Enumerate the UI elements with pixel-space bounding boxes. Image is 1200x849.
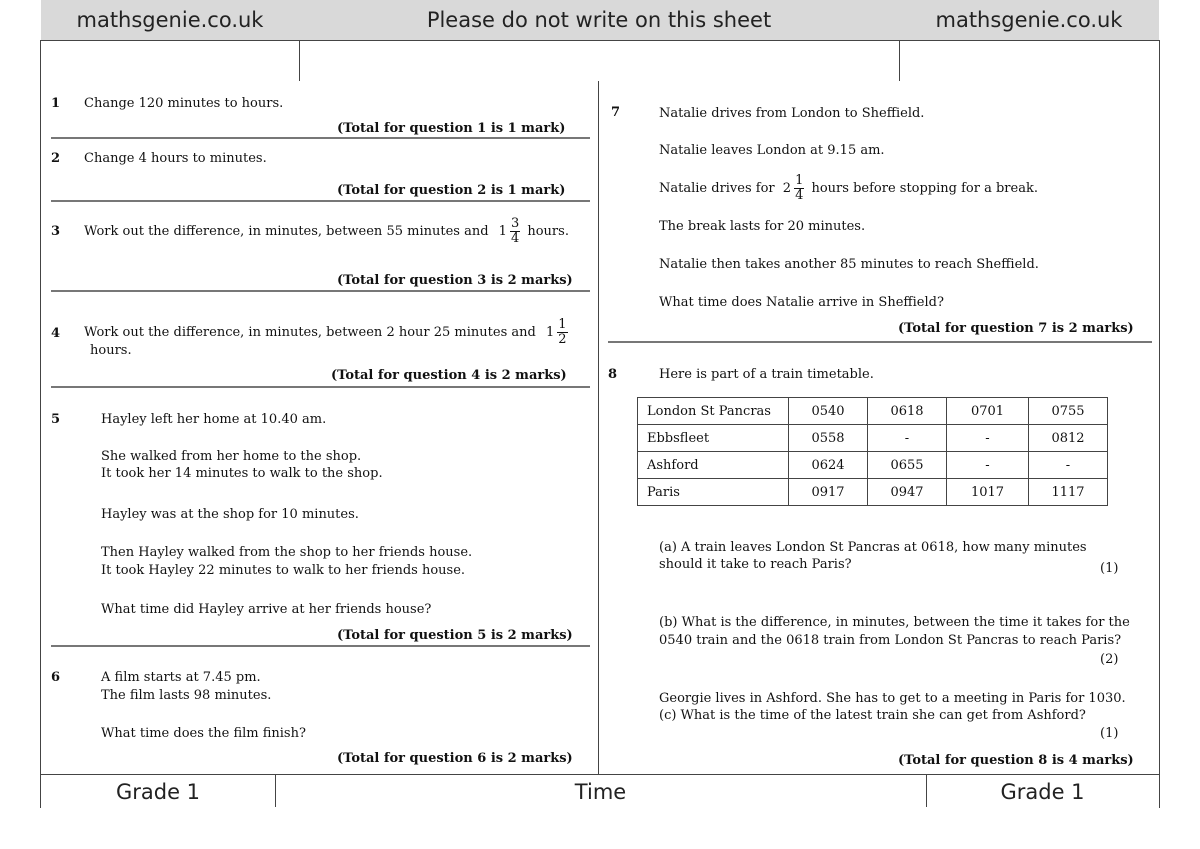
time-cell: 0624 xyxy=(789,452,868,479)
question-5-line: Then Hayley walked from the shop to her friends house. xyxy=(101,545,473,560)
question-4-rule xyxy=(51,386,590,388)
question-7-line: The break lasts for 20 minutes. xyxy=(659,219,866,234)
question-7-rule xyxy=(608,341,1152,343)
time-cell: - xyxy=(868,425,947,452)
question-5-line: It took Hayley 22 minutes to walk to her friends house. xyxy=(101,563,466,578)
question-5-line: She walked from her home to the shop. xyxy=(101,449,362,464)
header-divider xyxy=(899,41,900,81)
question-4-prompt: Work out the difference, in minutes, between 2 hour 25 minutes and xyxy=(84,325,536,340)
question-4-fraction xyxy=(557,318,567,347)
question-5-line: It took her 14 minutes to walk to the shop. xyxy=(101,466,383,481)
question-3-fraction xyxy=(510,217,520,246)
time-cell: 0701 xyxy=(947,398,1029,425)
question-3-rule xyxy=(51,290,590,292)
question-8c-marks: (1) xyxy=(1100,726,1119,741)
question-2-rule xyxy=(51,200,590,202)
question-2-text: Change 4 hours to minutes. xyxy=(84,151,267,166)
question-4-number: 4 xyxy=(51,326,61,341)
question-3-number: 3 xyxy=(51,224,61,239)
footer-divider xyxy=(926,775,927,807)
question-7-line xyxy=(659,172,1038,206)
question-7-mixed-number: 2 xyxy=(782,181,792,196)
question-8-total: (Total for question 8 is 4 marks) xyxy=(898,753,1134,768)
question-5-total: (Total for question 5 is 2 marks) xyxy=(337,628,573,643)
question-8-number: 8 xyxy=(608,367,618,382)
question-3-unit: hours. xyxy=(527,224,569,239)
time-cell: 1117 xyxy=(1029,479,1108,506)
table-row xyxy=(638,479,1108,506)
question-1-number: 1 xyxy=(51,96,61,111)
header-left-site: mathsgenie.co.uk xyxy=(41,0,299,41)
time-cell: - xyxy=(1029,452,1108,479)
station-cell: Ebbsfleet xyxy=(638,425,789,452)
time-cell: 1017 xyxy=(947,479,1029,506)
question-5-line: Hayley left her home at 10.40 am. xyxy=(101,412,327,427)
station-cell: Paris xyxy=(638,479,789,506)
question-6-line: A film starts at 7.45 pm. xyxy=(101,670,261,685)
fraction-denominator: 2 xyxy=(558,332,567,347)
time-cell: 0917 xyxy=(789,479,868,506)
question-8b-line: (b) What is the difference, in minutes, between the time it takes for the xyxy=(659,615,1130,630)
question-5-number: 5 xyxy=(51,412,61,427)
question-8-intro: Here is part of a train timetable. xyxy=(659,367,874,382)
question-8b-line: 0540 train and the 0618 train from London St Pancras to reach Paris? xyxy=(659,633,1122,648)
header-instruction: Please do not write on this sheet xyxy=(299,0,899,41)
question-1-total: (Total for question 1 is 1 mark) xyxy=(337,121,566,136)
question-6-line: What time does the film finish? xyxy=(101,726,306,741)
footer-grade-right: Grade 1 xyxy=(926,775,1159,808)
question-7-line: What time does Natalie arrive in Sheffield? xyxy=(659,295,944,310)
question-7-line: Natalie then takes another 85 minutes to reach Sheffield. xyxy=(659,257,1039,272)
fraction-denominator: 4 xyxy=(795,188,804,203)
question-6-number: 6 xyxy=(51,670,61,685)
question-8b-marks: (2) xyxy=(1100,652,1119,667)
time-cell: 0812 xyxy=(1029,425,1108,452)
question-4-total: (Total for question 4 is 2 marks) xyxy=(331,368,567,383)
question-3-prompt: Work out the difference, in minutes, between 55 minutes and xyxy=(84,224,489,239)
question-4-mixed-number: 1 xyxy=(545,325,555,340)
column-divider xyxy=(598,81,599,774)
question-7-drive-text: Natalie drives for xyxy=(659,181,775,196)
question-1-text: Change 120 minutes to hours. xyxy=(84,96,284,111)
table-row xyxy=(638,452,1108,479)
question-7-total: (Total for question 7 is 2 marks) xyxy=(898,321,1134,336)
question-1-rule xyxy=(51,137,590,139)
question-8c-line: Georgie lives in Ashford. She has to get to a meeting in Paris for 1030. xyxy=(659,691,1126,706)
question-4-unit: hours. xyxy=(90,343,132,358)
table-row xyxy=(638,425,1108,452)
question-2-number: 2 xyxy=(51,151,61,166)
question-3-total: (Total for question 3 is 2 marks) xyxy=(337,273,573,288)
question-5-line: What time did Hayley arrive at her friends house? xyxy=(101,602,432,617)
footer-divider xyxy=(275,775,276,807)
question-3-text xyxy=(84,215,569,249)
question-5-rule xyxy=(51,645,590,647)
question-5-line: Hayley was at the shop for 10 minutes. xyxy=(101,507,359,522)
question-7-drive-text-end: hours before stopping for a break. xyxy=(811,181,1038,196)
table-row xyxy=(638,398,1108,425)
question-4-text xyxy=(84,316,571,350)
question-3-mixed-number: 1 xyxy=(498,224,507,239)
question-7-fraction xyxy=(794,174,804,203)
fraction-numerator: 1 xyxy=(558,317,567,332)
time-cell: - xyxy=(947,425,1029,452)
question-7-line: Natalie leaves London at 9.15 am. xyxy=(659,143,885,158)
question-6-total: (Total for question 6 is 2 marks) xyxy=(337,751,573,766)
header-right-site: mathsgenie.co.uk xyxy=(899,0,1159,41)
time-cell: 0755 xyxy=(1029,398,1108,425)
time-cell: 0558 xyxy=(789,425,868,452)
question-8a-line: (a) A train leaves London St Pancras at 0618, how many minutes xyxy=(659,540,1087,555)
station-cell: Ashford xyxy=(638,452,789,479)
time-cell: - xyxy=(947,452,1029,479)
question-2-total: (Total for question 2 is 1 mark) xyxy=(337,183,566,198)
train-timetable xyxy=(637,397,1108,506)
question-8a-line: should it take to reach Paris? xyxy=(659,557,852,572)
fraction-numerator: 3 xyxy=(510,216,520,231)
time-cell: 0618 xyxy=(868,398,947,425)
time-cell: 0540 xyxy=(789,398,868,425)
footer-grade-left: Grade 1 xyxy=(41,775,275,808)
question-7-number: 7 xyxy=(611,105,621,120)
fraction-numerator: 1 xyxy=(795,173,804,188)
question-6-line: The film lasts 98 minutes. xyxy=(101,688,272,703)
time-cell: 0947 xyxy=(868,479,947,506)
question-7-line: Natalie drives from London to Sheffield. xyxy=(659,106,925,121)
footer-topic: Time xyxy=(275,775,926,808)
fraction-denominator: 4 xyxy=(510,231,520,246)
station-cell: London St Pancras xyxy=(638,398,789,425)
question-8a-marks: (1) xyxy=(1100,561,1119,576)
header-divider xyxy=(299,41,300,81)
question-8c-line: (c) What is the time of the latest train she can get from Ashford? xyxy=(659,708,1086,723)
time-cell: 0655 xyxy=(868,452,947,479)
